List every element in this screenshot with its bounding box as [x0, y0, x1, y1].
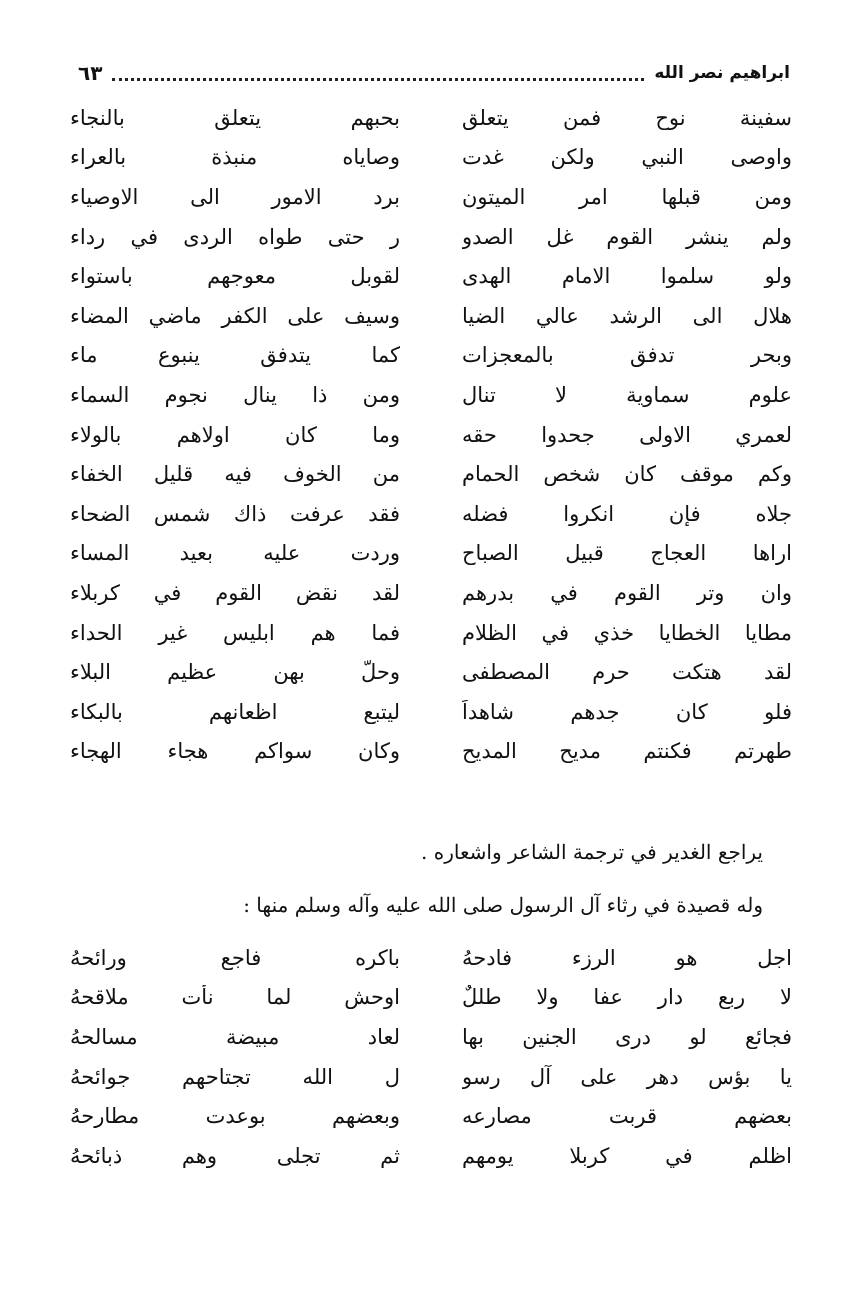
running-head — [78, 58, 790, 88]
verse-first-hemistich: يا بؤس دهر على آل رسو — [462, 1064, 792, 1089]
verse-first-hemistich: وبحر تدفق بالمعجزات — [462, 343, 792, 368]
verse-second-hemistich: لقد نقض القوم في كربلاء — [70, 580, 400, 605]
verse-first-hemistich: فجائع لو درى الجنين بها — [462, 1024, 792, 1049]
running-head-author: ابراهيم نصر الله — [654, 63, 790, 83]
verse-second-hemistich: اوحش لما نأت ملاقحهُ — [70, 985, 400, 1010]
verse — [70, 375, 792, 415]
verse — [70, 692, 792, 732]
verse-first-hemistich: جلاه فإن انكروا فضله — [462, 501, 792, 526]
verse-second-hemistich: ومن ذا ينال نجوم السماء — [70, 382, 400, 407]
verse-first-hemistich: بعضهم قربت مصارعه — [462, 1104, 792, 1129]
verse-first-hemistich: طهرتم فكنتم مديح المديح — [462, 739, 792, 764]
verse — [70, 494, 792, 534]
verse-first-hemistich: اراها العجاج قبيل الصباح — [462, 541, 792, 566]
verse-second-hemistich: وسيف على الكفر ماضي المضاء — [70, 303, 400, 328]
verse-second-hemistich: كما يتدفق ينبوع ماء — [70, 343, 400, 368]
verse-first-hemistich: ولم ينشر القوم غل الصدو — [462, 224, 792, 249]
verse — [70, 652, 792, 692]
verse-second-hemistich: ر حتى طواه الردى في رداء — [70, 224, 400, 249]
verse — [70, 415, 792, 455]
verse — [70, 534, 792, 574]
verse — [70, 1096, 792, 1136]
verse — [70, 296, 792, 336]
verse-first-hemistich: اجل هو الرزء فادحهُ — [462, 945, 792, 970]
verse-second-hemistich: باكره فاجع ورائحهُ — [70, 945, 400, 970]
verse — [70, 256, 792, 296]
verse — [70, 613, 792, 653]
verse — [70, 177, 792, 217]
reference-note: يراجع الغدير في ترجمة الشاعر واشعاره . — [421, 840, 763, 864]
verse-first-hemistich: ومن قبلها امر الميتون — [462, 184, 792, 209]
verse-second-hemistich: برد الامور الى الاوصياء — [70, 184, 400, 209]
verse — [70, 573, 792, 613]
verse — [70, 938, 792, 978]
verse-first-hemistich: وان وتر القوم في بدرهم — [462, 580, 792, 605]
verse-second-hemistich: لعاد مبيضة مسالحهُ — [70, 1024, 400, 1049]
verse-first-hemistich: هلال الى الرشد عالي الضيا — [462, 303, 792, 328]
verse-second-hemistich: وصاياه منبذة بالعراء — [70, 145, 400, 170]
verse-second-hemistich: ثم تجلى وهم ذبائحهُ — [70, 1143, 400, 1168]
verse-first-hemistich: مطايا الخطايا خذي في الظلام — [462, 620, 792, 645]
verse-second-hemistich: من الخوف فيه قليل الخفاء — [70, 462, 400, 487]
verse — [70, 978, 792, 1018]
verse-second-hemistich: وحلَّ بهن عظيم البلاء — [70, 660, 400, 685]
verse-first-hemistich: لا ربع دارٍ عفا ولا طللٌ — [462, 985, 792, 1010]
verse-first-hemistich: وكم موقف كان شخص الحمام — [462, 462, 792, 487]
verse-first-hemistich: سفينة نوح فمن يتعلق — [462, 105, 792, 130]
verse — [70, 1017, 792, 1057]
verse-first-hemistich: ولو سلموا الامام الهدى — [462, 264, 792, 289]
verse-second-hemistich: ليتبع اظعانهم بالبكاء — [70, 699, 400, 724]
verse — [70, 454, 792, 494]
verse — [70, 217, 792, 257]
verse — [70, 1136, 792, 1176]
verse-first-hemistich: لعمري الاولى جحدوا حقه — [462, 422, 792, 447]
verse-first-hemistich: علوم سماوية لا تنال — [462, 382, 792, 407]
poem-intro: وله قصيدة في رثاء آل الرسول صلى الله عليه وآله وسلم منها : — [243, 893, 763, 917]
verse-first-hemistich: اظلم في كربلا يومهم — [462, 1143, 792, 1168]
verse-second-hemistich: ل الله تجتاحهم جوائحهُ — [70, 1064, 400, 1089]
verse — [70, 1057, 792, 1097]
page-number: ٦٣ — [78, 61, 103, 85]
verse-second-hemistich: وردت عليه بعيد المساء — [70, 541, 400, 566]
verse-first-hemistich: لقد هتكت حرم المصطفى — [462, 660, 792, 685]
dot-leader — [112, 78, 644, 81]
verse-first-hemistich: واوصى النبي ولكن غدت — [462, 145, 792, 170]
verse-first-hemistich: فلو كان جدهم شاهداً — [462, 699, 792, 724]
verse-second-hemistich: بحبهم يتعلق بالنجاء — [70, 105, 400, 130]
verse-second-hemistich: وبعضهم بوعدت مطارحهُ — [70, 1104, 400, 1129]
verse-second-hemistich: وكان سواكم هجاء الهجاء — [70, 739, 400, 764]
verse — [70, 336, 792, 376]
poem-first — [70, 98, 792, 771]
verse-second-hemistich: وما كان اولاهم بالولاء — [70, 422, 400, 447]
verse-second-hemistich: فما هم ابليس غير الحداء — [70, 620, 400, 645]
verse — [70, 732, 792, 772]
verse — [70, 98, 792, 138]
verse-second-hemistich: فقد عرفت ذاك شمس الضحاء — [70, 501, 400, 526]
verse-second-hemistich: لقوبل معوجهم باستواء — [70, 264, 400, 289]
poem-second — [70, 938, 792, 1176]
verse — [70, 138, 792, 178]
